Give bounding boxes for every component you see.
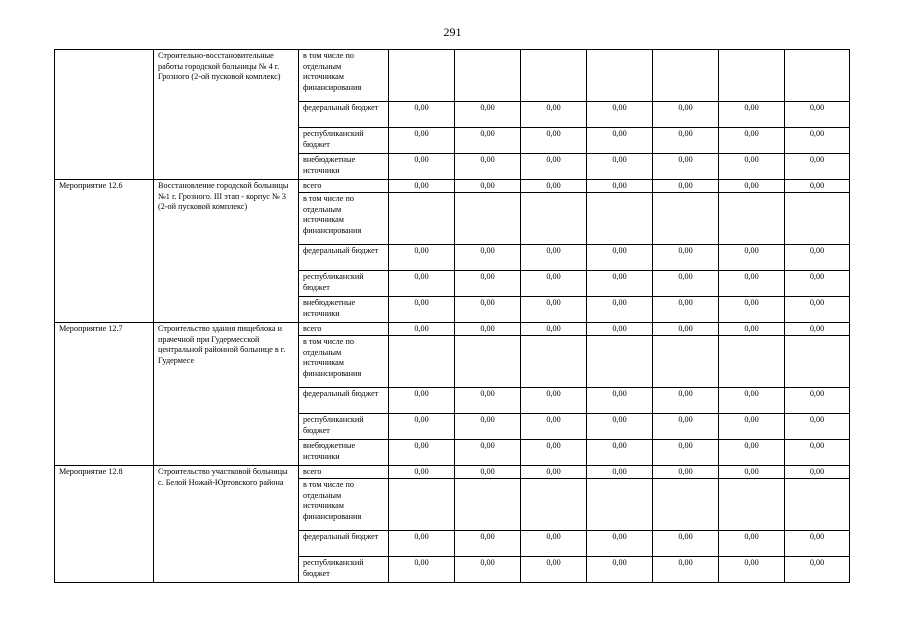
- amount-cell: 0,00: [389, 557, 455, 583]
- amount-cell: [455, 193, 521, 245]
- amount-cell: 0,00: [653, 323, 719, 336]
- amount-cell: 0,00: [389, 531, 455, 557]
- amount-cell: 0,00: [587, 414, 653, 440]
- table-row: [55, 50, 850, 102]
- amount-cell: 0,00: [719, 102, 785, 128]
- amount-cell: [653, 479, 719, 531]
- amount-cell: 0,00: [521, 466, 587, 479]
- amount-cell: 0,00: [587, 154, 653, 180]
- amount-cell: 0,00: [455, 154, 521, 180]
- amount-cell: 0,00: [719, 557, 785, 583]
- funding-source: в том числе по отдельным источникам финансирования: [299, 50, 389, 102]
- table-row: [55, 466, 850, 479]
- amount-cell: 0,00: [389, 297, 455, 323]
- page-number: 291: [443, 25, 462, 39]
- amount-cell: 0,00: [587, 180, 653, 193]
- amount-cell: [389, 479, 455, 531]
- amount-cell: [455, 50, 521, 102]
- funding-source: всего: [299, 466, 389, 479]
- amount-cell: 0,00: [521, 245, 587, 271]
- funding-source: внебюджетные источники: [299, 297, 389, 323]
- amount-cell: [719, 479, 785, 531]
- amount-cell: 0,00: [587, 102, 653, 128]
- amount-cell: 0,00: [389, 323, 455, 336]
- measure-id: Мероприятие 12.7: [55, 323, 154, 466]
- amount-cell: 0,00: [587, 245, 653, 271]
- amount-cell: 0,00: [389, 271, 455, 297]
- amount-cell: [389, 336, 455, 388]
- amount-cell: 0,00: [719, 154, 785, 180]
- amount-cell: 0,00: [455, 388, 521, 414]
- amount-cell: 0,00: [521, 323, 587, 336]
- amount-cell: 0,00: [455, 128, 521, 154]
- amount-cell: [653, 336, 719, 388]
- amount-cell: 0,00: [455, 531, 521, 557]
- amount-cell: 0,00: [719, 414, 785, 440]
- amount-cell: 0,00: [455, 102, 521, 128]
- amount-cell: 0,00: [455, 245, 521, 271]
- amount-cell: 0,00: [587, 128, 653, 154]
- amount-cell: 0,00: [653, 245, 719, 271]
- amount-cell: 0,00: [521, 531, 587, 557]
- amount-cell: 0,00: [719, 466, 785, 479]
- amount-cell: 0,00: [521, 297, 587, 323]
- measure-id: Мероприятие 12.8: [55, 466, 154, 583]
- amount-cell: 0,00: [785, 102, 850, 128]
- table-row: [55, 180, 850, 193]
- amount-cell: [455, 479, 521, 531]
- amount-cell: 0,00: [389, 245, 455, 271]
- amount-cell: 0,00: [389, 414, 455, 440]
- amount-cell: [587, 50, 653, 102]
- amount-cell: 0,00: [521, 414, 587, 440]
- amount-cell: [521, 479, 587, 531]
- amount-cell: 0,00: [653, 297, 719, 323]
- funding-source: федеральный бюджет: [299, 388, 389, 414]
- amount-cell: 0,00: [521, 440, 587, 466]
- amount-cell: 0,00: [455, 414, 521, 440]
- amount-cell: 0,00: [785, 180, 850, 193]
- amount-cell: [653, 193, 719, 245]
- funding-table: [54, 49, 850, 583]
- amount-cell: 0,00: [719, 440, 785, 466]
- amount-cell: 0,00: [719, 180, 785, 193]
- amount-cell: [521, 336, 587, 388]
- amount-cell: [521, 50, 587, 102]
- amount-cell: 0,00: [653, 102, 719, 128]
- amount-cell: 0,00: [389, 128, 455, 154]
- amount-cell: 0,00: [785, 245, 850, 271]
- amount-cell: [521, 193, 587, 245]
- amount-cell: 0,00: [587, 440, 653, 466]
- amount-cell: 0,00: [785, 388, 850, 414]
- amount-cell: [785, 50, 850, 102]
- amount-cell: 0,00: [785, 271, 850, 297]
- amount-cell: 0,00: [785, 440, 850, 466]
- amount-cell: [785, 193, 850, 245]
- amount-cell: 0,00: [587, 297, 653, 323]
- amount-cell: 0,00: [389, 466, 455, 479]
- amount-cell: 0,00: [653, 531, 719, 557]
- amount-cell: 0,00: [785, 128, 850, 154]
- measure-id: Мероприятие 12.6: [55, 180, 154, 323]
- amount-cell: 0,00: [455, 440, 521, 466]
- funding-source: внебюджетные источники: [299, 154, 389, 180]
- amount-cell: 0,00: [587, 531, 653, 557]
- amount-cell: 0,00: [785, 323, 850, 336]
- amount-cell: [785, 479, 850, 531]
- amount-cell: 0,00: [785, 531, 850, 557]
- amount-cell: [653, 50, 719, 102]
- funding-source: в том числе по отдельным источникам финансирования: [299, 336, 389, 388]
- amount-cell: 0,00: [521, 128, 587, 154]
- amount-cell: 0,00: [719, 531, 785, 557]
- amount-cell: 0,00: [455, 323, 521, 336]
- amount-cell: 0,00: [455, 557, 521, 583]
- amount-cell: 0,00: [389, 388, 455, 414]
- measure-name: Строительство участковой больницы с. Белой Ножай-Юртовского района: [154, 466, 299, 583]
- amount-cell: 0,00: [719, 245, 785, 271]
- amount-cell: 0,00: [719, 271, 785, 297]
- amount-cell: 0,00: [521, 180, 587, 193]
- amount-cell: 0,00: [587, 271, 653, 297]
- funding-source: республиканский бюджет: [299, 128, 389, 154]
- amount-cell: 0,00: [389, 102, 455, 128]
- amount-cell: 0,00: [785, 414, 850, 440]
- funding-source: республиканский бюджет: [299, 271, 389, 297]
- amount-cell: 0,00: [785, 557, 850, 583]
- amount-cell: [389, 50, 455, 102]
- table-row: [55, 323, 850, 336]
- funding-source: федеральный бюджет: [299, 245, 389, 271]
- amount-cell: 0,00: [389, 440, 455, 466]
- amount-cell: 0,00: [719, 297, 785, 323]
- funding-source: республиканский бюджет: [299, 557, 389, 583]
- amount-cell: 0,00: [719, 388, 785, 414]
- funding-source: в том числе по отдельным источникам финансирования: [299, 193, 389, 245]
- measure-id: [55, 50, 154, 180]
- measure-name: Строительно-восстановительные работы городской больницы № 4 г. Грозного (2-ой пусковой комплекс): [154, 50, 299, 180]
- amount-cell: 0,00: [455, 271, 521, 297]
- amount-cell: 0,00: [653, 154, 719, 180]
- amount-cell: 0,00: [587, 388, 653, 414]
- amount-cell: [587, 193, 653, 245]
- amount-cell: [389, 193, 455, 245]
- amount-cell: [719, 193, 785, 245]
- funding-source: республиканский бюджет: [299, 414, 389, 440]
- amount-cell: 0,00: [521, 388, 587, 414]
- amount-cell: [587, 479, 653, 531]
- amount-cell: 0,00: [653, 180, 719, 193]
- amount-cell: [455, 336, 521, 388]
- amount-cell: 0,00: [587, 557, 653, 583]
- amount-cell: 0,00: [653, 466, 719, 479]
- measure-name: Восстановление городской больницы №1 г. Грозного. III этап - корпус № 3 (2-ой пусковой комплекс): [154, 180, 299, 323]
- amount-cell: [587, 336, 653, 388]
- amount-cell: 0,00: [521, 557, 587, 583]
- amount-cell: 0,00: [587, 323, 653, 336]
- funding-source: всего: [299, 323, 389, 336]
- funding-source: федеральный бюджет: [299, 102, 389, 128]
- amount-cell: 0,00: [719, 323, 785, 336]
- amount-cell: 0,00: [389, 180, 455, 193]
- amount-cell: 0,00: [455, 466, 521, 479]
- amount-cell: 0,00: [785, 466, 850, 479]
- amount-cell: 0,00: [521, 154, 587, 180]
- amount-cell: [719, 50, 785, 102]
- amount-cell: 0,00: [653, 414, 719, 440]
- amount-cell: 0,00: [455, 180, 521, 193]
- funding-source: всего: [299, 180, 389, 193]
- amount-cell: 0,00: [785, 297, 850, 323]
- amount-cell: 0,00: [653, 271, 719, 297]
- amount-cell: 0,00: [785, 154, 850, 180]
- funding-source: внебюджетные источники: [299, 440, 389, 466]
- amount-cell: [785, 336, 850, 388]
- amount-cell: 0,00: [389, 154, 455, 180]
- amount-cell: 0,00: [653, 440, 719, 466]
- funding-source: в том числе по отдельным источникам финансирования: [299, 479, 389, 531]
- amount-cell: 0,00: [653, 557, 719, 583]
- funding-source: федеральный бюджет: [299, 531, 389, 557]
- amount-cell: 0,00: [521, 102, 587, 128]
- amount-cell: 0,00: [521, 271, 587, 297]
- amount-cell: 0,00: [653, 388, 719, 414]
- amount-cell: 0,00: [587, 466, 653, 479]
- amount-cell: 0,00: [653, 128, 719, 154]
- amount-cell: [719, 336, 785, 388]
- measure-name: Строительство здания пищеблока и прачечной при Гудермесской центральной районной больнице в г. Гудермесе: [154, 323, 299, 466]
- amount-cell: 0,00: [455, 297, 521, 323]
- amount-cell: 0,00: [719, 128, 785, 154]
